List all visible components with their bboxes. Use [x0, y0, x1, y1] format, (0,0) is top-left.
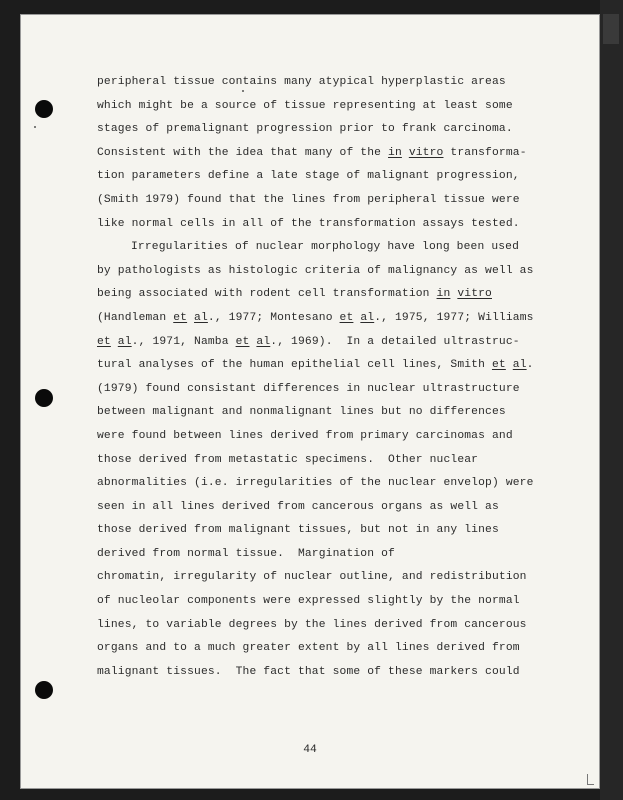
- text-segment: organs and to a much greater extent by all lines derived from: [97, 642, 520, 655]
- text-segment: (Smith 1979) found that the lines from peripheral tissue were: [97, 193, 520, 206]
- text-segment: of nucleolar components were expressed slightly by the normal: [97, 595, 520, 608]
- text-segment: peripheral tissue contains many atypical hyperplastic areas: [97, 76, 506, 88]
- text-line: [97, 283, 567, 307]
- text-segment: chromatin, irregularity of nuclear outline, and redistribution: [97, 571, 527, 584]
- text-segment: transforma-: [443, 146, 527, 159]
- text-segment: [111, 336, 118, 348]
- text-line: [97, 519, 567, 543]
- text-segment: ., 1975, 1977; Williams: [374, 311, 534, 324]
- underlined-term: al: [256, 335, 271, 348]
- underlined-term: et: [235, 335, 250, 348]
- underlined-term: in: [388, 146, 402, 159]
- underlined-term: al: [360, 311, 375, 324]
- text-segment: those derived from metastatic specimens. Other nuclear: [97, 453, 479, 466]
- text-segment: abnormalities (i.e. irregularities of the nuclear envelop) were: [97, 477, 534, 490]
- scan-right-edge: [600, 0, 623, 800]
- text-segment: Consistent with the idea that many of the: [97, 146, 389, 159]
- text-line: [97, 260, 567, 284]
- document-page: [20, 14, 600, 789]
- text-line: [97, 449, 567, 473]
- underlined-term: in: [436, 288, 451, 301]
- underlined-term: et: [97, 335, 111, 348]
- text-segment: stages of premalignant progression prior to frank carcinoma.: [97, 123, 513, 136]
- text-segment: derived from normal tissue. Margination of: [97, 547, 395, 560]
- text-line: [97, 213, 567, 237]
- text-segment: .: [526, 359, 534, 372]
- underlined-term: et: [173, 311, 188, 324]
- text-segment: ., 1969). In a detailed ultrastruc-: [270, 335, 520, 348]
- text-line: [97, 425, 567, 449]
- text-segment: between malignant and nonmalignant lines but no differences: [97, 406, 506, 419]
- text-segment: [187, 312, 194, 324]
- text-segment: ., 1977; Montesano: [207, 311, 340, 324]
- text-segment: [506, 359, 513, 371]
- text-segment: by pathologists as histologic criteria of malignancy as well as: [97, 264, 534, 277]
- text-segment: malignant tissues. The fact that some of these markers could: [97, 665, 520, 678]
- text-line: [97, 401, 567, 425]
- body-text: [97, 71, 567, 684]
- page-number: 44: [303, 744, 317, 756]
- punch-hole-bottom: [35, 681, 53, 699]
- text-line: [97, 189, 567, 213]
- text-line: [97, 543, 567, 567]
- text-segment: like normal cells in all of the transformation assays tested.: [97, 217, 520, 230]
- underlined-term: vitro: [408, 146, 444, 159]
- underlined-term: al: [194, 311, 208, 324]
- text-line: [97, 95, 567, 119]
- text-line: [97, 331, 567, 355]
- text-line: [97, 590, 567, 614]
- text-line: [97, 142, 567, 166]
- text-line: [97, 354, 567, 378]
- paper-speck: [34, 126, 36, 128]
- underlined-term: al: [512, 359, 527, 372]
- text-segment: (1979) found consistant differences in nuclear ultrastructure: [97, 382, 520, 395]
- punch-hole-middle: [35, 389, 53, 407]
- text-segment: being associated with rodent cell transformation: [97, 288, 437, 301]
- text-line: [97, 637, 567, 661]
- text-line: [97, 236, 567, 260]
- text-segment: tion parameters define a late stage of malignant progression,: [97, 170, 520, 183]
- text-segment: those derived from malignant tissues, but not in any lines: [97, 524, 499, 537]
- folder-tab: [603, 14, 619, 44]
- text-line: [97, 165, 567, 189]
- text-line: [97, 71, 567, 95]
- text-line: [97, 307, 567, 331]
- text-line: [97, 472, 567, 496]
- underlined-term: et: [491, 359, 506, 372]
- text-segment: ., 1971, Namba: [131, 335, 236, 348]
- text-segment: Irregularities of nuclear morphology have long been used: [131, 241, 520, 254]
- text-segment: lines, to variable degrees by the lines derived from cancerous: [97, 618, 527, 631]
- text-segment: tural analyses of the human epithelial cell lines, Smith: [97, 359, 492, 372]
- corner-mark: [587, 774, 594, 785]
- text-segment: seen in all lines derived from cancerous organs as well as: [97, 500, 499, 513]
- text-segment: [402, 147, 409, 159]
- text-segment: were found between lines derived from primary carcinomas and: [97, 429, 513, 442]
- text-line: [97, 614, 567, 638]
- text-line: [97, 378, 567, 402]
- text-line: [97, 661, 567, 685]
- underlined-term: vitro: [457, 288, 492, 301]
- text-line: [97, 496, 567, 520]
- text-segment: (Handleman: [97, 311, 174, 324]
- text-line: [97, 566, 567, 590]
- underlined-term: al: [117, 335, 132, 348]
- text-segment: which might be a source of tissue representing at least some: [97, 99, 513, 112]
- text-line: [97, 118, 567, 142]
- punch-hole-top: [35, 100, 53, 118]
- underlined-term: et: [339, 311, 354, 324]
